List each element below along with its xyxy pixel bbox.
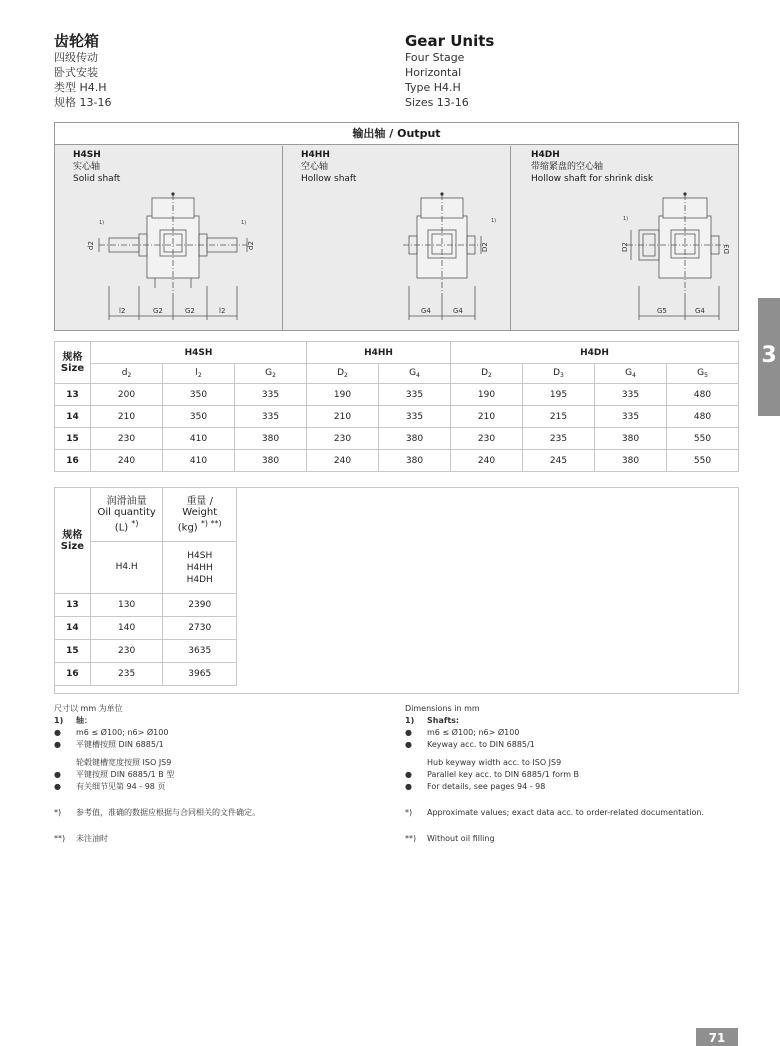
note-subline: Hub keyway width acc. to ISO JS9 [427, 758, 562, 767]
panel-label [301, 149, 356, 185]
subtitle-line: Sizes 13-16 [405, 96, 469, 109]
value-cell: 380 [235, 428, 307, 450]
value-cell: 230 [307, 428, 379, 450]
size-cell: 16 [55, 663, 91, 686]
weight-types [163, 542, 237, 594]
size-label-en: Size [60, 540, 85, 552]
oil-type: H4.H [90, 542, 163, 594]
figure-title-cn: 输出轴 [352, 127, 386, 140]
size-cell: 15 [55, 428, 91, 450]
page-number-box [696, 1028, 738, 1046]
size-cell: 16 [55, 450, 91, 472]
column-header: $G_4$ [379, 364, 451, 384]
column-header: $G_5$ [667, 364, 739, 384]
size-label-cn: 规格 [62, 529, 83, 541]
shafts-heading [405, 715, 735, 727]
size-header [55, 488, 91, 594]
shafts-label: Shafts: [427, 716, 460, 725]
column-header: $D_2$ [307, 364, 379, 384]
table-row [55, 663, 237, 686]
value-cell: 380 [379, 450, 451, 472]
page-number: 71 [708, 1031, 726, 1045]
dimensions-table [54, 341, 739, 472]
panel-solid-shaft [55, 146, 283, 330]
panel-cn: 带缩紧盘的空心轴 [531, 162, 604, 172]
weight-type: H4HH [186, 562, 213, 573]
size-cell: 13 [55, 384, 91, 406]
panel-code: H4HH [301, 150, 330, 160]
table-row [55, 384, 739, 406]
table-row [55, 428, 739, 450]
column-header: $D_3$ [523, 364, 595, 384]
note-item: ● 平键按照 DIN 6885/1 B 型 [54, 770, 175, 779]
value-cell: 380 [235, 450, 307, 472]
star-note: *) Approximate values; exact data acc. to order-related documentation. [405, 808, 704, 817]
output-shaft-figure [54, 122, 739, 331]
value-cell: 240 [307, 450, 379, 472]
panel-shrink-disk [511, 146, 738, 330]
column-header: $G_4$ [595, 364, 667, 384]
oil-header-row [55, 488, 237, 542]
dim-label: d2 [87, 241, 95, 250]
panel-code: H4DH [531, 150, 560, 160]
note-subline: 轮毂键槽宽度按照 ISO JS9 [76, 758, 172, 767]
panel-en: Solid shaft [73, 174, 121, 184]
subtitle-line: 规格 13-16 [54, 96, 112, 109]
dim-note: 1) [241, 220, 247, 226]
table-row [55, 594, 237, 617]
title-cn: 齿轮箱 [54, 32, 100, 50]
table-row [55, 640, 237, 663]
note-item: ● Keyway acc. to DIN 6885/1 [405, 740, 535, 749]
column-header: $d_2$ [91, 364, 163, 384]
value-cell: 350 [163, 406, 235, 428]
unit-note: 尺寸以 mm 为单位 [54, 704, 123, 713]
star-note: *) 参考值，准确的数据应根据与合同相关的文件确定。 [54, 808, 260, 817]
panel-code: H4SH [73, 150, 101, 160]
value-cell: 235 [523, 428, 595, 450]
value-cell: 335 [379, 406, 451, 428]
value-cell: 480 [667, 384, 739, 406]
note-item: ● For details, see pages 94 - 98 [405, 782, 546, 791]
subtitle-line: 卧式安装 [54, 66, 98, 79]
dim-label: d2 [247, 241, 255, 250]
weight-cell: 2390 [163, 594, 237, 617]
value-cell: 335 [235, 406, 307, 428]
column-header-row [55, 364, 739, 384]
dim-label: G2 [153, 307, 163, 315]
subtitle-line: Horizontal [405, 66, 462, 79]
header-english [405, 33, 494, 110]
panel-en: Hollow shaft for shrink disk [531, 174, 654, 184]
dim-label: G2 [185, 307, 195, 315]
value-cell: 200 [91, 384, 163, 406]
value-cell: 210 [307, 406, 379, 428]
value-cell: 190 [307, 384, 379, 406]
oil-cell: 235 [90, 663, 163, 686]
panel-en: Hollow shaft [301, 174, 357, 184]
oil-quantity-header [90, 488, 163, 542]
weight-footnote: *) **) [200, 518, 222, 528]
figure-title [55, 123, 738, 145]
subtitle-line: Type H4.H [405, 81, 461, 94]
weight-en: Weight [182, 506, 218, 518]
value-cell: 380 [595, 428, 667, 450]
table-row [55, 617, 237, 640]
size-label-en: Size [60, 362, 85, 374]
dim-label: D2 [621, 242, 629, 252]
value-cell: 240 [451, 450, 523, 472]
note-item: ● Parallel key acc. to DIN 6885/1 form B [405, 770, 580, 779]
notes-english [405, 703, 735, 845]
dim-label: l2 [219, 307, 226, 315]
weight-cell: 3635 [163, 640, 237, 663]
value-cell: 335 [379, 384, 451, 406]
oil-cell: 230 [90, 640, 163, 663]
value-cell: 245 [523, 450, 595, 472]
size-cell: 15 [55, 640, 91, 663]
panel-cn: 空心轴 [301, 162, 329, 172]
note-item: ● m6 ≤ Ø100; n6> Ø100 [405, 728, 520, 737]
subtitle-line: 类型 H4.H [54, 81, 107, 94]
column-header: $D_2$ [451, 364, 523, 384]
oil-cell: 140 [90, 617, 163, 640]
shafts-heading [54, 715, 374, 727]
value-cell: 550 [667, 450, 739, 472]
table-row [55, 450, 739, 472]
chapter-tab [758, 298, 780, 416]
note-item: ● 平键槽按照 DIN 6885/1 [54, 740, 164, 749]
value-cell: 335 [595, 406, 667, 428]
panel-label [73, 149, 120, 185]
dim-label: G5 [657, 307, 667, 315]
oil-en: Oil quantity [97, 506, 156, 518]
dimensions-body [55, 384, 739, 472]
value-cell: 240 [91, 450, 163, 472]
unit-note: Dimensions in mm [405, 704, 480, 713]
panel-label [531, 149, 653, 185]
weight-unit: (kg) [177, 522, 198, 534]
header-chinese [54, 33, 111, 110]
weight-header [163, 488, 237, 542]
dim-label: D3 [723, 244, 731, 254]
size-header [55, 342, 91, 384]
dim-label: l2 [119, 307, 126, 315]
dim-note: 1) [623, 216, 629, 222]
oil-cell: 130 [90, 594, 163, 617]
value-cell: 230 [91, 428, 163, 450]
dim-label: D2 [481, 242, 489, 252]
footnote-mark: 1) [405, 716, 415, 725]
value-cell: 230 [451, 428, 523, 450]
weight-type: H4DH [186, 574, 213, 585]
oil-weight-table [54, 487, 237, 686]
value-cell: 215 [523, 406, 595, 428]
subtitle-line: Four Stage [405, 51, 465, 64]
weight-cn: 重量 / [186, 495, 213, 507]
title-en: Gear Units [405, 32, 495, 50]
group-header: H4DH [451, 342, 739, 364]
figure-title-en: / Output [389, 127, 441, 140]
dim-label: G4 [421, 307, 431, 315]
oil-cn: 润滑油量 [106, 495, 147, 507]
panel-cn: 实心轴 [73, 162, 101, 172]
value-cell: 210 [91, 406, 163, 428]
value-cell: 380 [379, 428, 451, 450]
value-cell: 190 [451, 384, 523, 406]
value-cell: 410 [163, 450, 235, 472]
group-header: H4HH [307, 342, 451, 364]
value-cell: 410 [163, 428, 235, 450]
note-item: ● m6 ≤ Ø100; n6> Ø100 [54, 728, 169, 737]
value-cell: 550 [667, 428, 739, 450]
chapter-number: 3 [761, 343, 777, 368]
value-cell: 210 [451, 406, 523, 428]
size-label-cn: 规格 [62, 351, 83, 363]
table-row [55, 406, 739, 428]
size-cell: 13 [55, 594, 91, 617]
notes-chinese [54, 703, 374, 845]
subtitle-line: 四级传动 [54, 51, 98, 64]
dim-label: G4 [453, 307, 463, 315]
value-cell: 335 [235, 384, 307, 406]
group-header-row [55, 342, 739, 364]
oil-footnote: *) [131, 518, 139, 528]
size-cell: 14 [55, 406, 91, 428]
value-cell: 380 [595, 450, 667, 472]
dim-note: 1) [99, 220, 105, 226]
shafts-label: 轴： [76, 716, 92, 725]
weight-cell: 3965 [163, 663, 237, 686]
dim-note: 1) [491, 218, 497, 224]
column-header: $G_2$ [235, 364, 307, 384]
value-cell: 335 [595, 384, 667, 406]
weight-type: H4SH [187, 550, 213, 561]
footnote-mark: 1) [54, 716, 64, 725]
group-header: H4SH [91, 342, 307, 364]
value-cell: 350 [163, 384, 235, 406]
dim-label: G4 [695, 307, 705, 315]
panel-hollow-shaft [283, 146, 511, 330]
value-cell: 195 [523, 384, 595, 406]
oil-unit: (L) [114, 522, 129, 534]
column-header: $l_2$ [163, 364, 235, 384]
double-star-note: **) Without oil filling [405, 834, 495, 843]
value-cell: 480 [667, 406, 739, 428]
weight-cell: 2730 [163, 617, 237, 640]
oil-weight-body [55, 594, 237, 686]
note-item: ● 有关细节见第 94 - 98 页 [54, 782, 166, 791]
size-cell: 14 [55, 617, 91, 640]
double-star-note: **) 未注油时 [54, 834, 108, 843]
